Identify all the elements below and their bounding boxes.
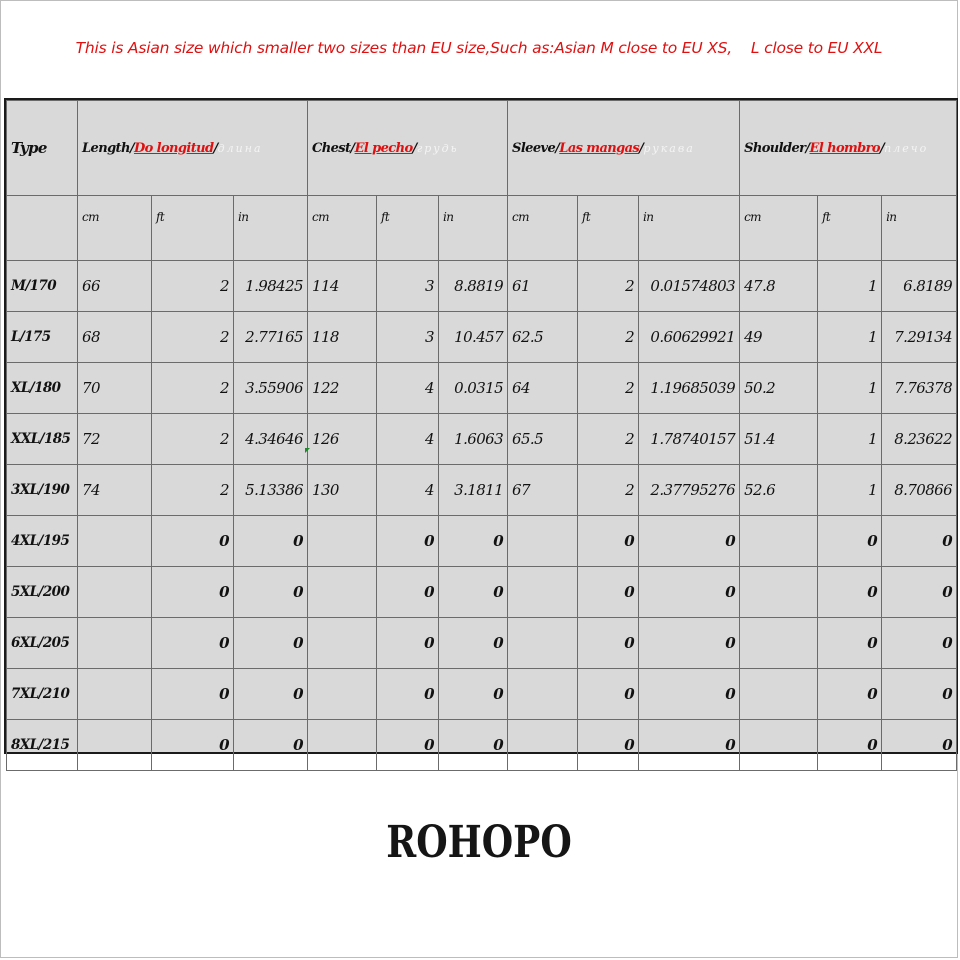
size-label: 6XL/205 <box>7 618 78 669</box>
unit-header: cm <box>78 196 152 261</box>
size-label: 8XL/215 <box>7 720 78 771</box>
brand-logo: ROHOPO <box>386 817 572 868</box>
unit-row-blank <box>7 196 78 261</box>
group-separator: / <box>555 140 560 156</box>
group-separator: / <box>639 140 644 156</box>
group-en: Chest <box>312 140 351 156</box>
table-cell: 0 <box>439 669 508 720</box>
table-cell: 0 <box>882 720 957 771</box>
table-cell: 0 <box>152 720 234 771</box>
table-cell: 0 <box>377 516 439 567</box>
table-cell: 67 <box>508 465 578 516</box>
table-cell: 0 <box>578 516 639 567</box>
table-cell: 1.6063 <box>439 414 508 465</box>
group-header-shoulder <box>740 101 957 196</box>
table-cell: 0 <box>639 567 740 618</box>
table-cell <box>508 669 578 720</box>
table-cell: 0 <box>639 720 740 771</box>
table-row <box>7 669 957 720</box>
group-es: El hombro <box>809 140 880 156</box>
unit-header: cm <box>740 196 818 261</box>
group-separator: / <box>412 140 417 156</box>
table-cell: 0 <box>578 618 639 669</box>
table-cell <box>508 567 578 618</box>
table-cell: 3 <box>377 261 439 312</box>
unit-header: in <box>439 196 508 261</box>
table-cell: 2.77165 <box>234 312 308 363</box>
size-notice: This is Asian size which smaller two sizes than EU size,Such as:Asian M close to EU XS, L close to EU XXL <box>75 39 883 57</box>
group-header-length <box>78 101 308 196</box>
group-separator: / <box>350 140 355 156</box>
table-cell: 2 <box>152 414 234 465</box>
table-cell: 0 <box>639 618 740 669</box>
group-ru: рукава <box>643 141 695 155</box>
table-cell: 8.70866 <box>882 465 957 516</box>
table-cell: 0.01574803 <box>639 261 740 312</box>
table-cell: 0 <box>152 567 234 618</box>
table-cell: 66 <box>78 261 152 312</box>
table-cell: 114 <box>308 261 377 312</box>
size-label: 3XL/190 <box>7 465 78 516</box>
table-cell <box>78 567 152 618</box>
table-cell: 0 <box>439 516 508 567</box>
table-cell: 1.98425 <box>234 261 308 312</box>
table-cell: 130 <box>308 465 377 516</box>
table-cell: 49 <box>740 312 818 363</box>
table-cell: 0 <box>377 567 439 618</box>
header-row <box>7 101 957 196</box>
table-cell: 0 <box>377 669 439 720</box>
table-cell: 4.34646 <box>234 414 308 465</box>
table-cell: 74 <box>78 465 152 516</box>
table-cell: 0 <box>234 669 308 720</box>
table-cell: 1 <box>818 261 882 312</box>
unit-header: in <box>234 196 308 261</box>
table-cell: 122 <box>308 363 377 414</box>
unit-row <box>7 196 957 261</box>
size-label: XL/180 <box>7 363 78 414</box>
group-ru: грудь <box>416 141 459 155</box>
size-label: L/175 <box>7 312 78 363</box>
table-cell <box>78 618 152 669</box>
table-cell: 51.4 <box>740 414 818 465</box>
group-separator: / <box>880 140 885 156</box>
table-cell: 0 <box>818 516 882 567</box>
table-cell: 72 <box>78 414 152 465</box>
group-ru: плечо <box>884 141 929 155</box>
table-cell <box>308 669 377 720</box>
table-cell: 0 <box>882 618 957 669</box>
table-cell: 2 <box>578 312 639 363</box>
table-cell: 0 <box>439 720 508 771</box>
unit-header: in <box>639 196 740 261</box>
table-cell <box>308 567 377 618</box>
table-cell <box>508 618 578 669</box>
table-cell: 7.76378 <box>882 363 957 414</box>
table-cell <box>78 720 152 771</box>
table-cell: 0 <box>818 618 882 669</box>
table-cell: 118 <box>308 312 377 363</box>
cell-comment-marker <box>305 448 310 453</box>
table-cell: 1 <box>818 465 882 516</box>
table-cell: 0 <box>639 516 740 567</box>
table-cell: 0 <box>234 567 308 618</box>
table-cell <box>740 567 818 618</box>
unit-header: cm <box>508 196 578 261</box>
table-row <box>7 516 957 567</box>
table-cell: 0 <box>152 516 234 567</box>
type-header: Type <box>7 101 78 196</box>
table-cell: 0 <box>818 669 882 720</box>
table-cell: 0 <box>439 618 508 669</box>
table-cell: 2 <box>152 363 234 414</box>
group-en: Length <box>82 140 130 156</box>
table-row <box>7 465 957 516</box>
group-separator: / <box>213 140 218 156</box>
table-cell: 1 <box>818 414 882 465</box>
table-cell <box>740 669 818 720</box>
group-header-sleeve <box>508 101 740 196</box>
table-cell: 65.5 <box>508 414 578 465</box>
table-cell: 50.2 <box>740 363 818 414</box>
table-cell: 0 <box>882 516 957 567</box>
table-cell: 2 <box>152 312 234 363</box>
group-es: Las mangas <box>559 140 640 156</box>
table-cell: 0 <box>439 567 508 618</box>
table-cell: 0 <box>578 567 639 618</box>
table-cell: 3.1811 <box>439 465 508 516</box>
table-cell: 0 <box>152 618 234 669</box>
unit-header: ft <box>152 196 234 261</box>
table-cell: 0 <box>639 669 740 720</box>
table-cell: 5.13386 <box>234 465 308 516</box>
unit-header: ft <box>578 196 639 261</box>
table-cell: 2.37795276 <box>639 465 740 516</box>
table-cell: 0 <box>818 720 882 771</box>
table-cell: 126 <box>308 414 377 465</box>
table-cell: 0.0315 <box>439 363 508 414</box>
table-cell: 2 <box>578 414 639 465</box>
table-cell: 1.19685039 <box>639 363 740 414</box>
group-separator: / <box>805 140 810 156</box>
table-cell: 70 <box>78 363 152 414</box>
size-table <box>6 100 957 771</box>
table-cell <box>78 516 152 567</box>
table-cell: 8.8819 <box>439 261 508 312</box>
table-cell: 52.6 <box>740 465 818 516</box>
table-cell: 0.60629921 <box>639 312 740 363</box>
table-cell: 0 <box>578 720 639 771</box>
table-cell: 68 <box>78 312 152 363</box>
table-cell: 2 <box>578 363 639 414</box>
table-cell: 2 <box>152 261 234 312</box>
table-cell <box>740 618 818 669</box>
table-cell: 2 <box>578 261 639 312</box>
table-cell: 3.55906 <box>234 363 308 414</box>
table-cell: 0 <box>377 618 439 669</box>
table-row <box>7 720 957 771</box>
group-separator: / <box>129 140 134 156</box>
table-row <box>7 312 957 363</box>
table-row <box>7 414 957 465</box>
table-cell: 4 <box>377 414 439 465</box>
group-ru: длина <box>217 141 263 155</box>
table-cell: 0 <box>234 516 308 567</box>
table-cell: 0 <box>234 618 308 669</box>
table-cell: 61 <box>508 261 578 312</box>
table-cell: 6.8189 <box>882 261 957 312</box>
unit-header: cm <box>308 196 377 261</box>
group-es: Do longitud <box>133 140 214 156</box>
table-row <box>7 567 957 618</box>
table-cell: 4 <box>377 363 439 414</box>
table-cell: 0 <box>578 669 639 720</box>
table-cell: 1 <box>818 363 882 414</box>
size-label: 7XL/210 <box>7 669 78 720</box>
table-cell: 0 <box>882 669 957 720</box>
table-cell: 64 <box>508 363 578 414</box>
unit-header: ft <box>377 196 439 261</box>
table-cell <box>740 516 818 567</box>
table-cell <box>508 516 578 567</box>
table-cell <box>78 669 152 720</box>
group-header-chest <box>308 101 508 196</box>
size-chart <box>4 98 958 754</box>
table-cell <box>508 720 578 771</box>
size-label: M/170 <box>7 261 78 312</box>
table-cell: 0 <box>818 567 882 618</box>
table-cell: 0 <box>152 669 234 720</box>
table-row <box>7 261 957 312</box>
table-cell <box>308 618 377 669</box>
unit-header: ft <box>818 196 882 261</box>
table-cell: 10.457 <box>439 312 508 363</box>
unit-header: in <box>882 196 957 261</box>
table-cell: 3 <box>377 312 439 363</box>
group-es: El pecho <box>354 140 413 156</box>
table-cell: 4 <box>377 465 439 516</box>
table-cell: 7.29134 <box>882 312 957 363</box>
table-row <box>7 618 957 669</box>
table-cell: 0 <box>377 720 439 771</box>
table-cell: 2 <box>152 465 234 516</box>
size-label: XXL/185 <box>7 414 78 465</box>
table-cell: 8.23622 <box>882 414 957 465</box>
table-row <box>7 363 957 414</box>
group-en: Shoulder <box>744 140 806 156</box>
table-cell: 0 <box>882 567 957 618</box>
table-cell: 1 <box>818 312 882 363</box>
table-cell: 47.8 <box>740 261 818 312</box>
size-table-body <box>7 101 957 771</box>
group-en: Sleeve <box>512 140 556 156</box>
table-cell: 2 <box>578 465 639 516</box>
table-cell <box>308 720 377 771</box>
table-cell <box>740 720 818 771</box>
table-cell: 1.78740157 <box>639 414 740 465</box>
table-cell: 0 <box>234 720 308 771</box>
size-label: 5XL/200 <box>7 567 78 618</box>
size-label: 4XL/195 <box>7 516 78 567</box>
table-cell: 62.5 <box>508 312 578 363</box>
table-cell <box>308 516 377 567</box>
